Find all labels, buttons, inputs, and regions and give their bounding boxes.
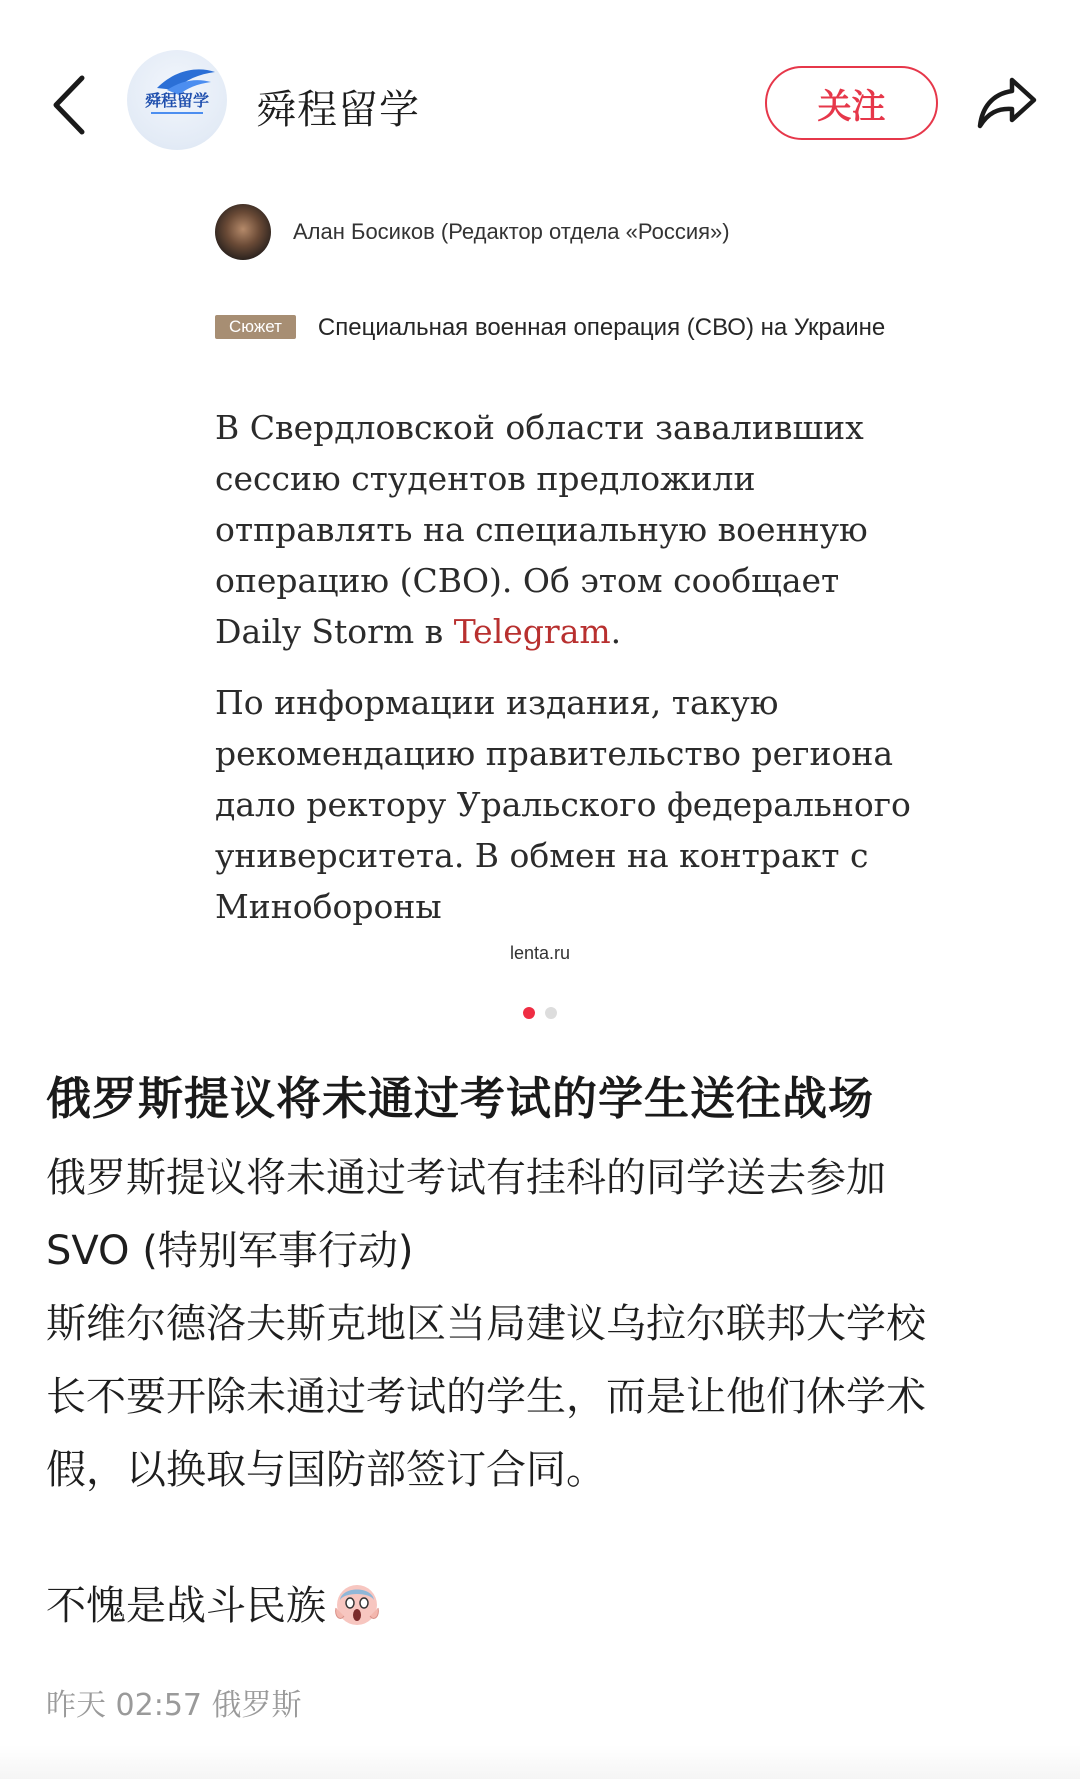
post-title: 俄罗斯提议将未通过考试的学生送往战场 — [46, 1072, 875, 1125]
story-line — [215, 310, 895, 346]
carousel-image[interactable] — [0, 190, 1080, 980]
post-body-line: 斯维尔德洛夫斯克地区当局建议乌拉尔联邦大学校 — [46, 1301, 926, 1347]
article-paragraph-end: . — [610, 612, 622, 651]
logo-text: 舜程留学 — [144, 91, 210, 110]
brand-logo-icon — [127, 50, 227, 150]
story-title: Специальная военная операция (СВО) на Украине — [317, 314, 886, 341]
account-name[interactable]: 舜程留学 — [256, 87, 420, 133]
post-meta: 昨天 02:57 俄罗斯 — [46, 1688, 302, 1723]
carousel-indicator — [0, 1007, 1080, 1019]
post-closing-text: 不愧是战斗民族 — [46, 1583, 326, 1629]
carousel-dot — [545, 1007, 557, 1019]
article-paragraph — [215, 402, 915, 657]
story-tag: Сюжет — [215, 315, 296, 339]
back-button[interactable] — [44, 70, 94, 140]
scream-face-icon — [332, 1578, 382, 1628]
share-arrow-icon — [974, 70, 1040, 136]
post-body-line: 假，以换取与国防部签订合同。 — [46, 1447, 606, 1493]
post-body-line: SVO (特别军事行动) — [46, 1228, 414, 1274]
bottom-bar-edge — [0, 1745, 1080, 1779]
post-closing — [46, 1574, 382, 1631]
author-photo — [215, 204, 271, 260]
share-button[interactable] — [974, 70, 1040, 136]
author-name: Алан Босиков (Редактор отдела «Россия») — [293, 219, 730, 244]
source-label: lenta.ru — [509, 943, 571, 963]
article-paragraph-text: В Свердловской области заваливших сессию студентов предложили отправлять на специальную военную операцию (СВО). Об этом сообщает Daily Storm в — [215, 408, 868, 651]
post-body-line: 长不要开除未通过考试的学生，而是让他们休学术 — [46, 1374, 926, 1420]
follow-button[interactable]: 关注 — [765, 66, 938, 140]
top-bar — [0, 0, 1080, 205]
chevron-left-icon — [44, 70, 94, 140]
article-author-row — [215, 204, 730, 260]
article-body — [215, 402, 915, 952]
post-body-line: 俄罗斯提议将未通过考试有挂科的同学送去参加 — [46, 1155, 886, 1201]
telegram-link: Telegram — [453, 612, 611, 651]
post-body — [46, 1142, 1036, 1507]
carousel-dot-active — [523, 1007, 535, 1019]
article-paragraph: По информации издания, такую рекомендацию правительство региона дало ректору Уральского федерального университета. В обмен на контракт с Минобороны — [215, 683, 911, 926]
account-avatar[interactable] — [127, 50, 227, 150]
